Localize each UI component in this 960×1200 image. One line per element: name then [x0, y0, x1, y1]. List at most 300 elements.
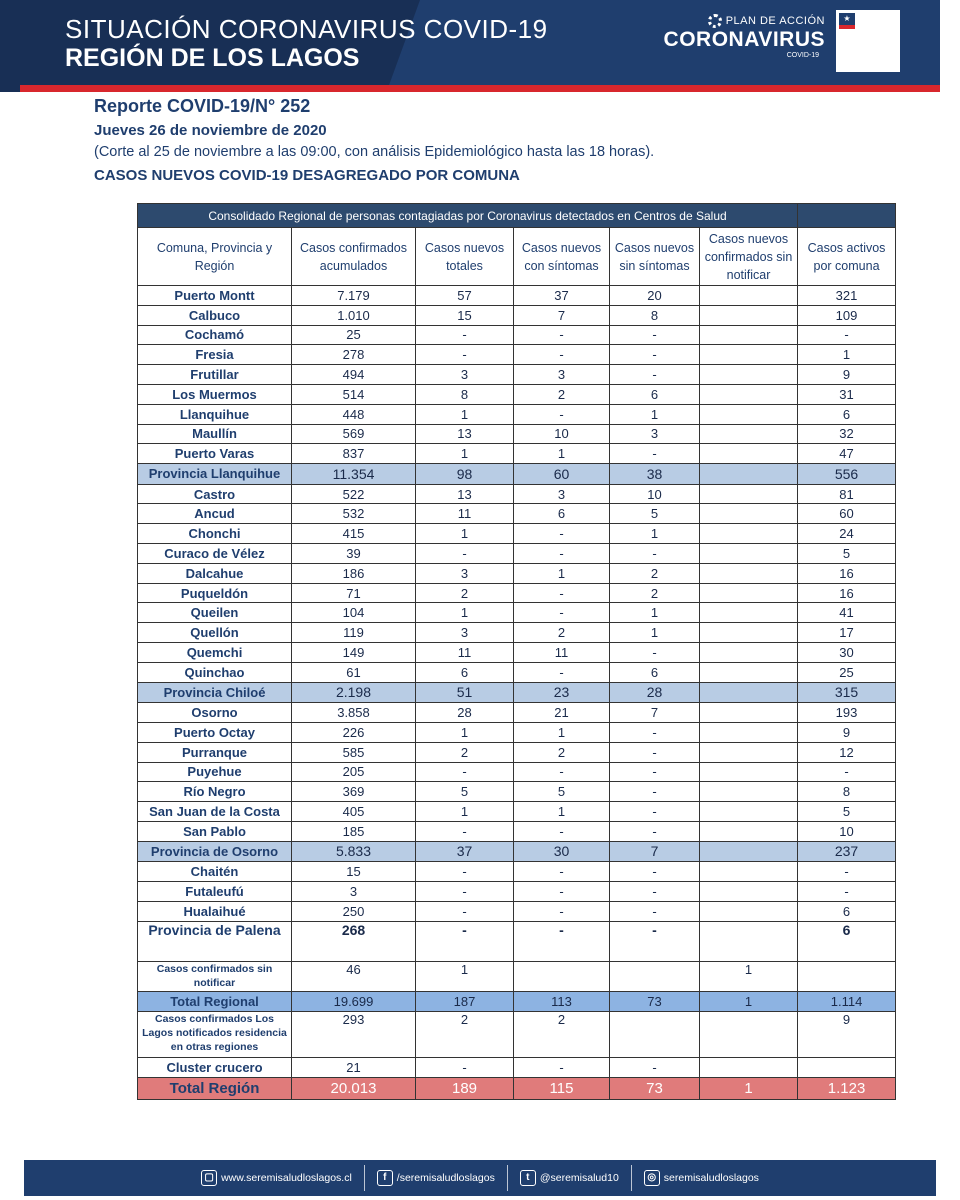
cell-value: 25: [292, 325, 416, 345]
cell-value: 3: [514, 484, 610, 504]
cell-value: 2: [416, 583, 514, 603]
cell-value: -: [416, 821, 514, 841]
report-heading: [94, 96, 654, 189]
cell-value: 205: [292, 762, 416, 782]
row-label: Ancud: [138, 504, 292, 524]
cell-value: 6: [798, 404, 896, 424]
cell-value: 514: [292, 384, 416, 404]
cell-value: 6: [798, 921, 896, 961]
cell-value: -: [416, 544, 514, 564]
cell-value: -: [798, 882, 896, 902]
cell-value: 109: [798, 305, 896, 325]
row-label: Frutillar: [138, 365, 292, 385]
cell-value: [700, 841, 798, 862]
cell-value: 11: [514, 643, 610, 663]
cell-value: 1: [700, 961, 798, 991]
province-row: [138, 682, 896, 703]
cell-value: [700, 782, 798, 802]
row-label: Casos confirmados sin notificar: [138, 961, 292, 991]
report-subtitle: CASOS NUEVOS COVID-19 DESAGREGADO POR COMUNA: [94, 167, 520, 184]
cell-value: -: [610, 444, 700, 464]
cell-value: [700, 722, 798, 742]
cell-value: 28: [416, 703, 514, 723]
cell-value: 837: [292, 444, 416, 464]
cell-value: 556: [798, 464, 896, 485]
footer-link[interactable]: [632, 1170, 771, 1186]
cell-value: -: [514, 325, 610, 345]
cell-value: 293: [292, 1011, 416, 1057]
cell-value: [700, 862, 798, 882]
table-row: [138, 901, 896, 921]
row-label: Los Muermos: [138, 384, 292, 404]
cell-value: -: [416, 901, 514, 921]
cell-value: -: [610, 722, 700, 742]
cell-value: 193: [798, 703, 896, 723]
cell-value: [798, 1057, 896, 1077]
cell-value: [700, 762, 798, 782]
cell-value: 15: [416, 305, 514, 325]
cell-value: 1: [416, 444, 514, 464]
cell-value: [700, 365, 798, 385]
cell-value: 8: [798, 782, 896, 802]
row-label: Cluster crucero: [138, 1057, 292, 1077]
cell-value: 9: [798, 365, 896, 385]
row-label: Puqueldón: [138, 583, 292, 603]
cell-value: -: [610, 365, 700, 385]
report-note: (Corte al 25 de noviembre a las 09:00, con análisis Epidemiológico hasta las 18 horas).: [94, 144, 655, 160]
cell-value: [700, 603, 798, 623]
row-label: Total Regional: [138, 991, 292, 1011]
cell-value: -: [798, 762, 896, 782]
cell-value: 2: [514, 742, 610, 762]
cell-value: 7: [514, 305, 610, 325]
footer-separator: [364, 1165, 365, 1191]
table-row: [138, 484, 896, 504]
cell-value: -: [610, 862, 700, 882]
cell-value: -: [514, 544, 610, 564]
cell-value: [700, 742, 798, 762]
row-label: Provincia de Osorno: [138, 841, 292, 862]
row-label: Osorno: [138, 703, 292, 723]
cell-value: [700, 623, 798, 643]
cell-value: 1: [514, 802, 610, 822]
total-row: [138, 1077, 896, 1099]
cell-value: 3: [292, 882, 416, 902]
cell-value: 20.013: [292, 1077, 416, 1099]
province-row: [138, 464, 896, 485]
cell-value: 315: [798, 682, 896, 703]
table-row: [138, 384, 896, 404]
cell-value: 2: [416, 1011, 514, 1057]
cell-value: 2: [514, 623, 610, 643]
cell-value: [700, 464, 798, 485]
cell-value: [700, 345, 798, 365]
cell-value: -: [514, 404, 610, 424]
cell-value: 532: [292, 504, 416, 524]
cell-value: 1: [514, 722, 610, 742]
cell-value: -: [514, 882, 610, 902]
cell-value: 28: [610, 682, 700, 703]
cell-value: 569: [292, 424, 416, 444]
cell-value: 38: [610, 464, 700, 485]
table-row: [138, 742, 896, 762]
cell-value: 2: [610, 563, 700, 583]
cell-value: 73: [610, 991, 700, 1011]
row-label: Provincia Chiloé: [138, 682, 292, 703]
table-row: [138, 643, 896, 663]
cell-value: 6: [610, 662, 700, 682]
footer-separator: [631, 1165, 632, 1191]
cell-value: 30: [514, 841, 610, 862]
cell-value: 187: [416, 991, 514, 1011]
table-caption: Consolidado Regional de personas contagiadas por Coronavirus detectados en Centros de Salud: [138, 204, 798, 228]
cell-value: 37: [514, 286, 610, 306]
footer-separator: [507, 1165, 508, 1191]
cell-value: 31: [798, 384, 896, 404]
table-header-row: [138, 228, 896, 286]
total-row: [138, 991, 896, 1011]
table-row: [138, 424, 896, 444]
cell-value: 113: [514, 991, 610, 1011]
table-row: [138, 1011, 896, 1057]
cell-value: 46: [292, 961, 416, 991]
cell-value: 47: [798, 444, 896, 464]
cell-value: 585: [292, 742, 416, 762]
cell-value: -: [610, 643, 700, 663]
cell-value: 1: [610, 623, 700, 643]
cell-value: 16: [798, 563, 896, 583]
row-label: Futaleufú: [138, 882, 292, 902]
footer-link-text: seremisaludloslagos: [663, 1172, 759, 1184]
cell-value: -: [416, 921, 514, 961]
table-row: [138, 583, 896, 603]
cell-value: 3: [610, 424, 700, 444]
cell-value: 1: [514, 563, 610, 583]
cell-value: 17: [798, 623, 896, 643]
cell-value: 448: [292, 404, 416, 424]
cell-value: 30: [798, 643, 896, 663]
cell-value: -: [416, 862, 514, 882]
cell-value: 5: [798, 802, 896, 822]
cell-value: 9: [798, 1011, 896, 1057]
cell-value: 23: [514, 682, 610, 703]
cell-value: 9: [798, 722, 896, 742]
cell-value: 81: [798, 484, 896, 504]
row-label: Quellón: [138, 623, 292, 643]
cell-value: 71: [292, 583, 416, 603]
cell-value: [700, 882, 798, 902]
table-row: [138, 286, 896, 306]
footer-link-text: @seremisalud10: [539, 1172, 619, 1184]
twitter-icon: t: [520, 1170, 536, 1186]
row-label: Queilen: [138, 603, 292, 623]
cell-value: [700, 524, 798, 544]
row-label: Puerto Octay: [138, 722, 292, 742]
row-label: Puerto Montt: [138, 286, 292, 306]
cell-value: 57: [416, 286, 514, 306]
cell-value: 104: [292, 603, 416, 623]
star-icon: ★: [839, 13, 855, 25]
cell-value: [700, 662, 798, 682]
row-label: San Pablo: [138, 821, 292, 841]
cell-value: [700, 384, 798, 404]
cell-value: 1: [416, 524, 514, 544]
cell-value: 405: [292, 802, 416, 822]
cell-value: 149: [292, 643, 416, 663]
cell-value: 185: [292, 821, 416, 841]
table-row: [138, 722, 896, 742]
cell-value: -: [514, 1057, 610, 1077]
row-label: Chaitén: [138, 862, 292, 882]
cell-value: 1: [700, 1077, 798, 1099]
cell-value: 522: [292, 484, 416, 504]
cell-value: 6: [798, 901, 896, 921]
table-row: [138, 563, 896, 583]
header-banner: [0, 0, 940, 92]
row-label: Maullín: [138, 424, 292, 444]
cell-value: [700, 286, 798, 306]
cell-value: [700, 305, 798, 325]
footer-bar: [24, 1160, 936, 1196]
row-label: Puerto Varas: [138, 444, 292, 464]
cell-value: 13: [416, 424, 514, 444]
cell-value: -: [798, 862, 896, 882]
report-title: Reporte COVID-19/N° 252: [94, 96, 311, 116]
row-label: Fresia: [138, 345, 292, 365]
cell-value: 1.123: [798, 1077, 896, 1099]
cell-value: 369: [292, 782, 416, 802]
cell-value: -: [610, 782, 700, 802]
cell-value: 60: [798, 504, 896, 524]
instagram-icon: ◎: [644, 1170, 660, 1186]
cell-value: -: [514, 921, 610, 961]
table-row: [138, 1057, 896, 1077]
row-label: Provincia Llanquihue: [138, 464, 292, 485]
table-row: [138, 325, 896, 345]
cell-value: 3: [416, 623, 514, 643]
cell-value: 1: [798, 345, 896, 365]
column-header: Casos activos por comuna: [798, 228, 896, 286]
cell-value: 11: [416, 643, 514, 663]
cell-value: 8: [416, 384, 514, 404]
cell-value: [700, 802, 798, 822]
cell-value: 2.198: [292, 682, 416, 703]
cell-value: 1: [416, 961, 514, 991]
cell-value: 16: [798, 583, 896, 603]
cell-value: 189: [416, 1077, 514, 1099]
cell-value: [700, 424, 798, 444]
cell-value: [700, 583, 798, 603]
cell-value: [514, 961, 610, 991]
cell-value: [700, 821, 798, 841]
cell-value: -: [610, 802, 700, 822]
cell-value: -: [514, 583, 610, 603]
report-date: Jueves 26 de noviembre de 2020: [94, 122, 327, 139]
cell-value: 6: [416, 662, 514, 682]
province-row: [138, 841, 896, 862]
web-icon: ▢: [201, 1170, 217, 1186]
row-label: Dalcahue: [138, 563, 292, 583]
cell-value: 1: [514, 444, 610, 464]
cell-value: 98: [416, 464, 514, 485]
table-row: [138, 524, 896, 544]
cell-value: [610, 961, 700, 991]
plan-logo: [655, 14, 825, 59]
cell-value: [700, 1011, 798, 1057]
cell-value: 226: [292, 722, 416, 742]
virus-icon: [708, 14, 722, 28]
footer-link[interactable]: [189, 1170, 364, 1186]
cell-value: -: [610, 325, 700, 345]
cell-value: [610, 1011, 700, 1057]
table-row: [138, 882, 896, 902]
cell-value: 2: [514, 1011, 610, 1057]
table-row: [138, 802, 896, 822]
cell-value: 8: [610, 305, 700, 325]
cell-value: [700, 444, 798, 464]
cell-value: 5.833: [292, 841, 416, 862]
cell-value: [700, 484, 798, 504]
cell-value: 1: [610, 524, 700, 544]
table-row: [138, 703, 896, 723]
cell-value: 7: [610, 703, 700, 723]
cell-value: [700, 643, 798, 663]
row-label: Total Región: [138, 1077, 292, 1099]
cell-value: -: [514, 603, 610, 623]
cell-value: 268: [292, 921, 416, 961]
cell-value: 321: [798, 286, 896, 306]
cell-value: 1: [610, 404, 700, 424]
cell-value: -: [610, 821, 700, 841]
cell-value: -: [514, 662, 610, 682]
cell-value: 39: [292, 544, 416, 564]
cell-value: 119: [292, 623, 416, 643]
column-header: Casos nuevos totales: [416, 228, 514, 286]
column-header: Casos nuevos con síntomas: [514, 228, 610, 286]
cell-value: [700, 504, 798, 524]
cell-value: -: [514, 862, 610, 882]
cell-value: 11: [416, 504, 514, 524]
table-row: [138, 504, 896, 524]
cell-value: -: [610, 921, 700, 961]
cell-value: 5: [416, 782, 514, 802]
cell-value: 6: [514, 504, 610, 524]
government-logo: [836, 10, 900, 72]
row-label: Calbuco: [138, 305, 292, 325]
table-body: [138, 286, 896, 1100]
footer-link[interactable]: [508, 1170, 631, 1186]
cell-value: -: [514, 821, 610, 841]
cell-value: 7.179: [292, 286, 416, 306]
cell-value: 415: [292, 524, 416, 544]
cell-value: 20: [610, 286, 700, 306]
cell-value: 186: [292, 563, 416, 583]
cell-value: 12: [798, 742, 896, 762]
cell-value: 250: [292, 901, 416, 921]
table-row: [138, 365, 896, 385]
cell-value: 61: [292, 662, 416, 682]
cell-value: -: [416, 345, 514, 365]
table-row: [138, 862, 896, 882]
cell-value: -: [610, 901, 700, 921]
table-row: [138, 921, 896, 961]
cell-value: 2: [416, 742, 514, 762]
cell-value: 37: [416, 841, 514, 862]
cell-value: 1: [416, 603, 514, 623]
cell-value: -: [610, 544, 700, 564]
plan-brand: CORONAVIRUS: [663, 28, 825, 51]
row-label: Llanquihue: [138, 404, 292, 424]
cell-value: 1: [416, 404, 514, 424]
row-label: Quemchi: [138, 643, 292, 663]
row-label: Castro: [138, 484, 292, 504]
cell-value: 3.858: [292, 703, 416, 723]
cell-value: 5: [514, 782, 610, 802]
facebook-icon: f: [377, 1170, 393, 1186]
cell-value: 41: [798, 603, 896, 623]
row-label: Cochamó: [138, 325, 292, 345]
cell-value: [700, 404, 798, 424]
cell-value: 19.699: [292, 991, 416, 1011]
cell-value: [798, 961, 896, 991]
cell-value: 25: [798, 662, 896, 682]
cell-value: [700, 1057, 798, 1077]
cell-value: 10: [610, 484, 700, 504]
cell-value: -: [416, 882, 514, 902]
table-row: [138, 623, 896, 643]
cell-value: -: [610, 345, 700, 365]
cell-value: 1.010: [292, 305, 416, 325]
cell-value: 10: [798, 821, 896, 841]
cell-value: 10: [514, 424, 610, 444]
column-header: Comuna, Provincia y Región: [138, 228, 292, 286]
cell-value: -: [610, 1057, 700, 1077]
cell-value: 278: [292, 345, 416, 365]
table-row: [138, 444, 896, 464]
cell-value: [700, 901, 798, 921]
cell-value: 6: [610, 384, 700, 404]
cell-value: 3: [416, 365, 514, 385]
header-title-line2: REGIÓN DE LOS LAGOS: [65, 44, 360, 72]
row-label: Quinchao: [138, 662, 292, 682]
row-label: Curaco de Vélez: [138, 544, 292, 564]
cell-value: 3: [416, 563, 514, 583]
cell-value: -: [416, 1057, 514, 1077]
cell-value: 5: [610, 504, 700, 524]
cell-value: -: [514, 762, 610, 782]
cell-value: 32: [798, 424, 896, 444]
row-label: Hualaihué: [138, 901, 292, 921]
table-row: [138, 603, 896, 623]
cell-value: 3: [514, 365, 610, 385]
cell-value: 5: [798, 544, 896, 564]
cell-value: -: [514, 524, 610, 544]
row-label: San Juan de la Costa: [138, 802, 292, 822]
table-row: [138, 544, 896, 564]
cell-value: 1: [416, 722, 514, 742]
cell-value: 1: [416, 802, 514, 822]
cell-value: -: [798, 325, 896, 345]
cell-value: -: [610, 882, 700, 902]
footer-link[interactable]: [365, 1170, 507, 1186]
table-row: [138, 345, 896, 365]
table-row: [138, 305, 896, 325]
row-label: Puyehue: [138, 762, 292, 782]
row-label: Río Negro: [138, 782, 292, 802]
cell-value: -: [416, 325, 514, 345]
cell-value: -: [514, 345, 610, 365]
row-label: Provincia de Palena: [138, 921, 292, 961]
